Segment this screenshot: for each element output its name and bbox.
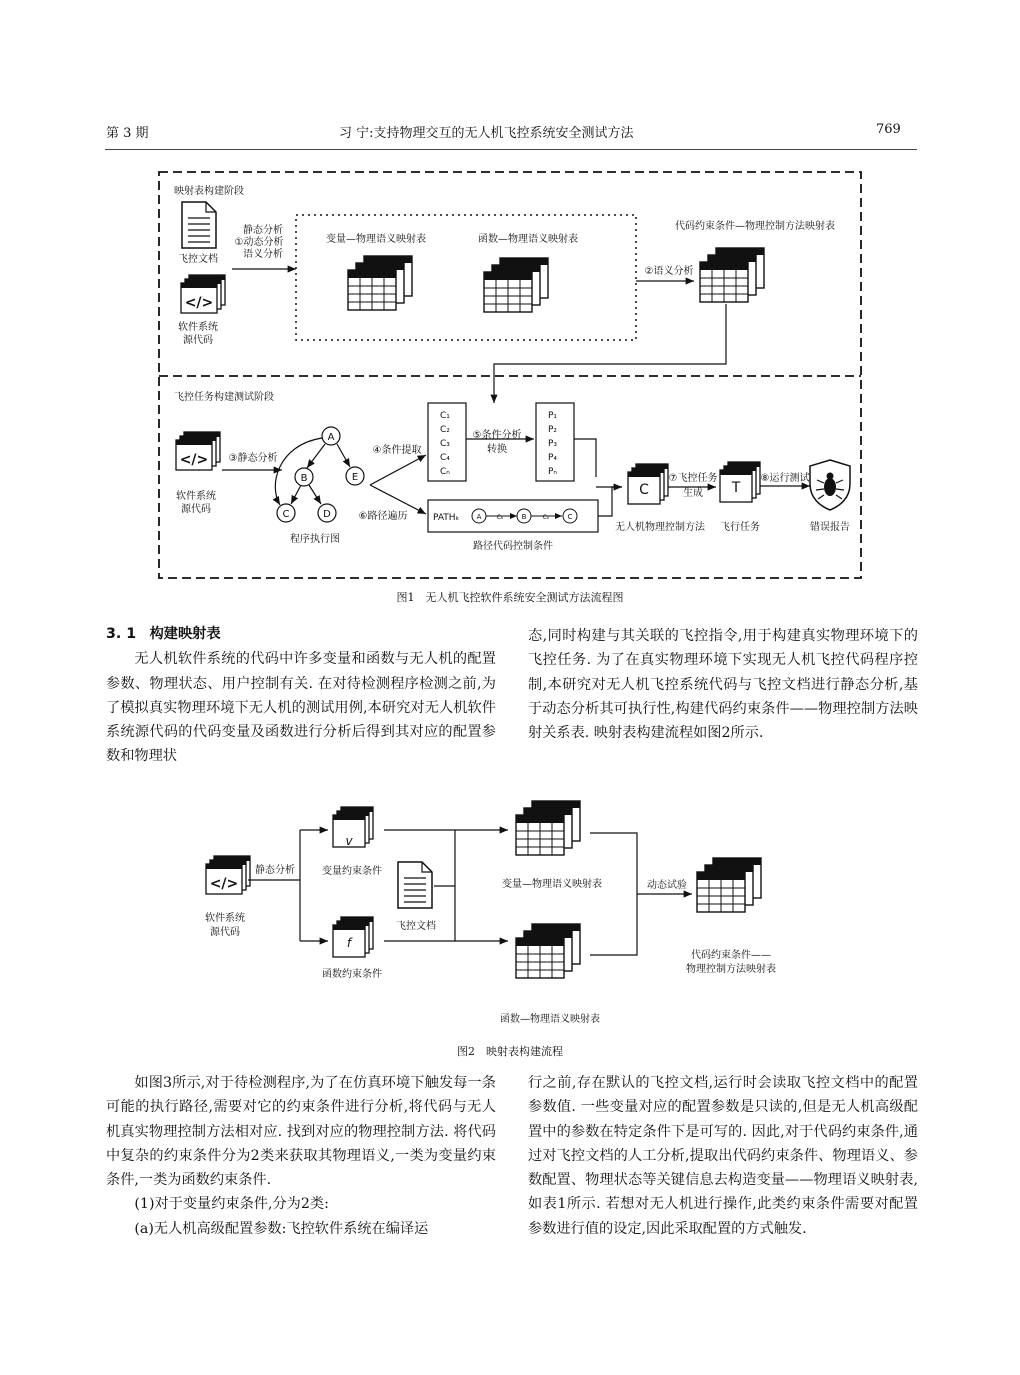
graph-node-b-label: B	[300, 473, 308, 484]
analysis-step1-semantic: 语义分析	[243, 249, 283, 260]
source-code-label-2: 源代码	[183, 335, 213, 346]
arrow-code-map-down	[494, 304, 726, 403]
code-map-table-icon	[700, 248, 764, 302]
run-detect-step8: ⑧运行测试	[760, 473, 810, 484]
arrow-cond-extract	[370, 455, 426, 485]
c-item-1: C₁	[440, 411, 450, 421]
arrow-path-traverse	[370, 485, 426, 514]
fig2-source-code-label-1: 软件系统	[205, 913, 245, 924]
fig2-dynamic-label: 动态试验	[647, 880, 687, 891]
semantic-step2: ②语义分析	[644, 266, 694, 277]
func-map-label: 函数—物理语义映射表	[478, 234, 578, 245]
source-code-icon	[181, 275, 225, 313]
p-item-4: P₄	[548, 453, 558, 463]
path-node-a: A	[476, 513, 482, 521]
bug-shield-icon	[810, 460, 850, 510]
var-map-label: 变量—物理语义映射表	[326, 234, 426, 245]
bug-report-label: 错误报告	[810, 522, 850, 533]
static-step3: ③静态分析	[228, 453, 278, 464]
path-edge-ck: Cₖ	[542, 514, 550, 521]
fig2-var-map-label: 变量—物理语义映射表	[502, 879, 602, 890]
f-symbol: f	[346, 936, 352, 950]
func-cond-icon	[333, 917, 373, 957]
func-map-table-icon	[484, 258, 548, 312]
c-item-2: C₂	[440, 425, 450, 435]
left-column-top	[106, 622, 496, 769]
path-edge-ch: Cₕ	[496, 514, 504, 521]
analysis-step1-static: 静态分析	[243, 225, 283, 236]
fig2-code-map-label-2: 物理控制方法映射表	[686, 964, 776, 975]
fig2-static-label: 静态分析	[255, 865, 295, 876]
var-cond-label: 变量约束条件	[322, 866, 382, 877]
cond-convert-step5-line2: 转换	[487, 444, 507, 455]
paragraph-right-1: 态,同时构建与其关联的飞控指令,用于构建真实物理环境下的飞控任务. 为了在真实物理环境下实现无人机飞控代码程序控制,本研究对无人机飞控系统代码与飞控文档进行静态分析,基于动态分析其可执行性,构建代码约束条件——物理控制方法映射关系表. 映射表构建流程如图2所示.	[528, 628, 918, 742]
program-execution-graph	[275, 427, 364, 522]
graph-node-c-label: C	[282, 509, 290, 520]
fig2-func-map-label: 函数—物理语义映射表	[500, 1014, 600, 1025]
fig2-source-code-label-2: 源代码	[210, 927, 240, 938]
figure-1-caption: 图1 无人机飞控软件系统安全测试方法流程图	[396, 591, 624, 604]
fig2-flight-doc-icon	[398, 862, 432, 908]
fig2-code-map-table-icon	[697, 858, 761, 912]
c-item-3: C₃	[440, 439, 450, 449]
path-node-b: B	[521, 513, 527, 521]
fig2-code-map-label-1: 代码约束条件——	[691, 950, 771, 961]
path-traverse-step6: ⑥路径遍历	[358, 511, 408, 522]
paragraph-left-1: 无人机软件系统的代码中许多变量和函数与无人机的配置参数、物理状态、用户控制有关. 在对待检测程序检测之前,为了模拟真实物理环境下无人机的测试用例,本研究对无人机软件系统源代码的代码变量及函数进行分析后得到其对应的配置参数和物理状	[106, 651, 496, 765]
right-column-top	[528, 624, 918, 745]
path-k-label: PATHₖ	[433, 513, 460, 523]
paragraph-left-3: (1)对于变量约束条件,分为2类:	[134, 1196, 329, 1213]
func-cond-label: 函数约束条件	[322, 969, 382, 980]
source-code2-label-1: 软件系统	[176, 491, 216, 502]
path-control-label: 路径代码控制条件	[473, 541, 553, 552]
var-cond-icon	[333, 807, 373, 847]
task-gen-step7-line2: 生成	[683, 488, 703, 499]
paragraph-right-2: 行之前,存在默认的飞控文档,运行时会读取飞控文档中的配置参数值. 一些变量对应的配置参数是只读的,但是无人机高级配置中的参数在特定条件下是可写的. 因此,对于代码约束条件,通过对飞控文档的人工分析,提取出代码约束条件、物理语义、参数配置、物理状态等关键信息去构造变量——物理语义映射表,如表1所示. 若想对无人机进行操作,此类约束条件需要对配置参数进行值的设定,因此采取配置的方式触发.	[528, 1075, 918, 1237]
flight-doc-label: 飞控文档	[178, 254, 218, 265]
cond-extract-step4: ④条件提取	[372, 445, 422, 456]
graph-node-a-label: A	[327, 432, 335, 443]
section-title: 构建映射表	[149, 626, 221, 642]
paragraph-left-4: (a)无人机高级配置参数:飞控软件系统在编译运	[134, 1220, 429, 1237]
figure-2-caption: 图2 映射表构建流程	[457, 1045, 563, 1058]
fig2-source-code-icon	[206, 856, 250, 894]
c-item-n: Cₙ	[440, 467, 450, 477]
cond-convert-step5-line1: ⑤条件分析	[472, 430, 522, 441]
paragraph-left-2: 如图3所示,对于待检测程序,为了在仿真环境下触发每一条可能的执行路径,需要对它的约束条件进行分析,将代码与无人机真实物理控制方法相对应. 找到对应的物理控制方法. 将代码中复杂的约束条件分为2类来获取其物理语义,一类为变量约束条件,一类为函数约束条件.	[106, 1075, 496, 1189]
graph-label: 程序执行图	[290, 534, 340, 545]
t-letter: T	[731, 480, 741, 496]
right-column-bottom	[528, 1071, 918, 1241]
fig2-func-map-table-icon	[516, 924, 580, 978]
analysis-step1-dynamic: ①动态分析	[234, 237, 284, 248]
uav-method-label: 无人机物理控制方法	[615, 522, 705, 533]
p-item-n: Pₙ	[548, 467, 558, 477]
connector-p	[574, 439, 596, 477]
v-symbol: v	[345, 834, 353, 848]
var-map-table-icon	[348, 256, 412, 310]
p-item-2: P₂	[548, 425, 558, 435]
task-gen-step7-line1: ⑦飞控任务	[668, 473, 718, 484]
source-code-label-1: 软件系统	[178, 322, 218, 333]
stage2-title: 飞控任务构建测试阶段	[174, 392, 274, 403]
figures-canvas: </> 映射表构建阶段 飞控文档 软件系统 源代码 静态分析 ①动态分析 语义分析 变量—物理语义映射表 函数—物理语义映射表 ②语义分析 代码约束条件—物理控制方法映射表 飞控任务构建测试阶段 软件系统 源代码 ③静态分析 A B E C D 程序执行图 ④条件提取 ⑥路径遍历 C₁ C₂ C₃ C₄ Cₙ ⑤条件分析 转换 P₁ P₂ P₃ P₄ Pₙ PATHₖ A Cₕ B Cₖ C 路径代码控制条件 C 无人机物理控制方法 ⑦飞控任务 生成 T 飞行任务 ⑧运行测试 错误报告 软件系统 源代码 静态分析 v 变量约束条件 f 函数约束条件 飞控文档 变量—物理语义映射表 函数—物理语义映射表 动态试验 代码约束条件—— 物理控制方法映射表	[0, 0, 1020, 1375]
stage1-title: 映射表构建阶段	[174, 186, 244, 197]
figure-1	[159, 172, 861, 578]
graph-node-d-label: D	[323, 509, 331, 520]
p-item-1: P₁	[548, 411, 558, 421]
flight-task-label: 飞行任务	[720, 522, 760, 533]
running-header-issue: 第 3 期	[106, 126, 149, 141]
connector-path	[598, 487, 622, 516]
fig2-var-map-table-icon	[516, 801, 580, 855]
source-code-icon-2	[176, 432, 220, 470]
fig2-flight-doc-label: 飞控文档	[396, 921, 436, 932]
flight-doc-icon	[182, 202, 216, 248]
page-number: 769	[876, 122, 901, 137]
section-number: 3. 1	[106, 626, 137, 642]
c-item-4: C₄	[440, 453, 450, 463]
p-item-3: P₃	[548, 439, 558, 449]
source-code2-label-2: 源代码	[181, 504, 211, 515]
running-header-title: 习 宁:支持物理交互的无人机飞控系统安全测试方法	[339, 126, 634, 141]
code-map-label: 代码约束条件—物理控制方法映射表	[675, 221, 835, 232]
graph-node-e-label: E	[351, 472, 359, 483]
path-node-c: C	[567, 513, 573, 521]
left-column-bottom	[106, 1071, 496, 1241]
figure-2	[205, 801, 776, 1025]
c-letter: C	[639, 482, 649, 498]
